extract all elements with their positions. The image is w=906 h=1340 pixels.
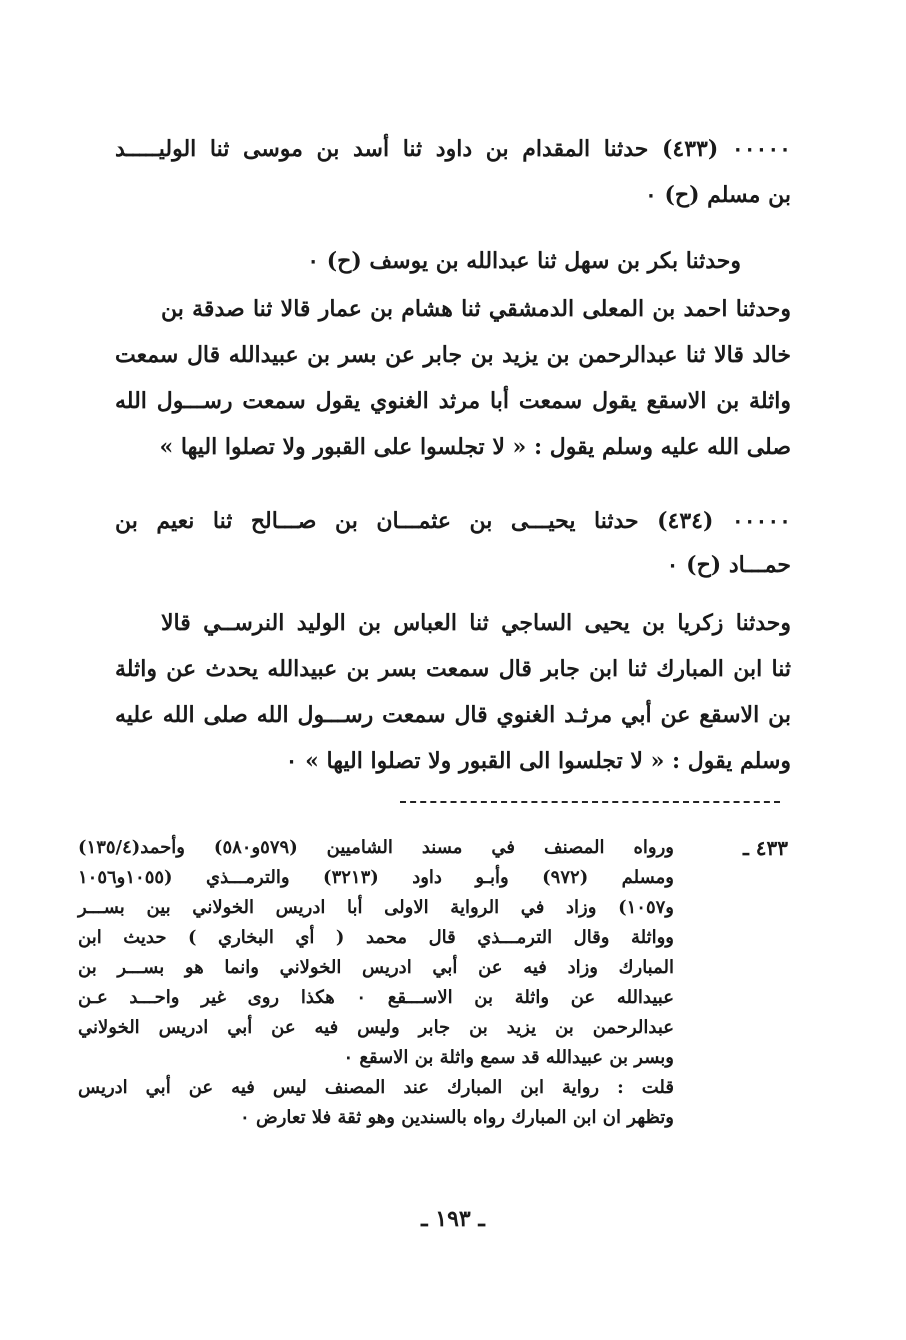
footnote-line: وبسر بن عبيدالله قد سمع واثلة بن الاسقع ٠ [343,1047,674,1068]
text-line: وسلم يقول : « لا تجلسوا الى القبور ولا تصلوا اليها » ٠ [285,748,791,774]
page-number: ـ ١٩٣ ـ [421,1206,485,1232]
text-line: وحدثنا احمد بن المعلى الدمشقي ثنا هشام بن عمار قالا ثنا صدقة بن [161,296,791,322]
footnote-line: قلت : رواية ابن المبارك عند المصنف ليس فيه عن أبي ادريس [78,1077,674,1098]
footnote-line: ورواه المصنف في مسند الشاميين (٥٧٩و٥٨٠) وأحمد(١٣٥/٤) [78,837,674,858]
text-line: حمـــاد (ح) ٠ [666,552,791,578]
footnote-line: المبارك وزاد فيه عن أبي ادريس الخولاني وانما هو بســـر بن [78,957,674,978]
text-line: وحدثنا بكر بن سهل ثنا عبدالله بن يوسف (ح) ٠ [307,248,741,274]
footnote-line: و١٠٥٧) وزاد في الرواية الاولى أبا ادريس الخولاني بين بســـر [78,897,674,918]
footnote-number: ٤٣٣ ـ [742,836,788,860]
footnote-separator [400,801,780,803]
footnote-line: وتظهر ان ابن المبارك رواه بالسندين وهو ثقة فلا تعارض ٠ [240,1107,674,1128]
text-line: بن مسلم (ح) ٠ [644,182,791,208]
text-line: خالد قالا ثنا عبدالرحمن بن يزيد بن جابر عن بسر بن عبيدالله قال سمعت [115,342,791,368]
text-line: صلى الله عليه وسلم يقول : « لا تجلسوا على القبور ولا تصلوا اليها » [159,434,791,460]
text-line: واثلة بن الاسقع يقول سمعت أبا مرثد الغنوي يقول سمعت رســـول الله [115,388,791,414]
text-line: ثنا ابن المبارك ثنا ابن جابر قال سمعت بسر بن عبيدالله يحدث عن واثلة [115,656,791,682]
text-line: بن الاسقع عن أبي مرثـد الغنوي قال سمعت رســـول الله صلى الله عليه [115,702,791,728]
footnote-line: ومسلم (٩٧٢) وأبـو داود (٣٢١٣) والترمـــذي (١٠٥٥و١٠٥٦ [78,867,674,888]
footnote-line: وواثلة وقال الترمـــذي قال محمد ( أي البخاري ) حديث ابن [78,927,674,948]
footnote-line: عبيدالله عن واثلة بن الاســـقع ٠ هكذا روى غير واحـــد عـن [78,987,674,1008]
text-line: ٠٠٠٠٠ (٤٣٣) حدثنا المقدام بن داود ثنا أسد بن موسى ثنا الوليـــــد [115,136,791,162]
footnote-line: عبدالرحمن بن يزيد بن جابر وليس فيه عن أبي ادريس الخولاني [78,1017,674,1038]
text-line: وحدثنا زكريا بن يحيى الساجي ثنا العباس بن الوليد النرســي قالا [161,610,791,636]
text-line: ٠٠٠٠٠ (٤٣٤) حدثنا يحيـــى بن عثمـــان بن صـــالح ثنا نعيم بن [115,508,791,534]
